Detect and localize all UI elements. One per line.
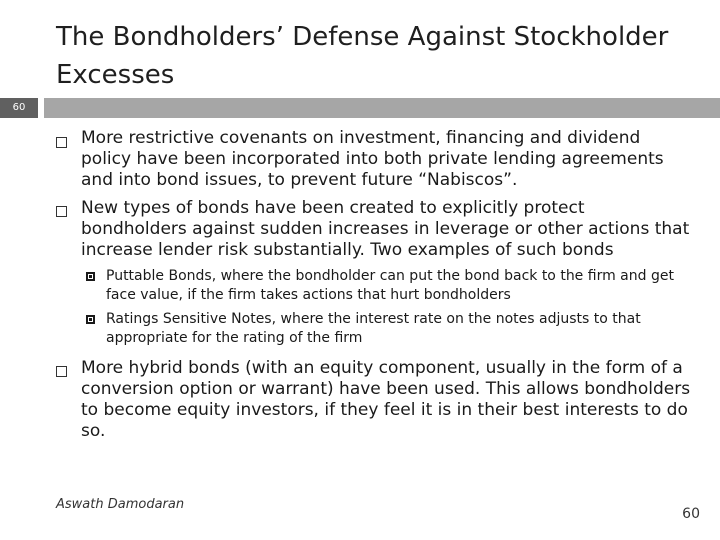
- sub-bullet-item: Puttable Bonds, where the bondholder can put the bond back to the firm and get face value, if the firm takes actions that hurt bondholders: [106, 268, 674, 303]
- footer-page-number: 60: [682, 506, 700, 522]
- square-bullet-icon: [56, 206, 67, 217]
- square-bullet-icon: [56, 137, 67, 148]
- title-bar: [0, 98, 720, 118]
- sub-bullet-item: Ratings Sensitive Notes, where the interest rate on the notes adjusts to that appropriate for the rating of the firm: [106, 311, 641, 346]
- slide-number-badge: 60: [0, 98, 38, 118]
- bullet-item: More hybrid bonds (with an equity component, usually in the form of a conversion option or warrant) have been used. This allows bondholders to become equity investors, if they feel it is in their best interests to do so.: [81, 358, 691, 441]
- title-bar-fill: [44, 98, 720, 118]
- square-bullet-icon: [56, 366, 67, 377]
- footer-author: Aswath Damodaran: [56, 497, 185, 512]
- bullet-item: New types of bonds have been created to explicitly protect bondholders against sudden increases in leverage or other actions that increase lender risk substantially. Two examples of such bonds: [81, 198, 690, 260]
- sub-bullet-icon: [86, 272, 95, 281]
- bullet-item: More restrictive covenants on investment, financing and dividend policy have been incorporated into both private lending agreements and into bond issues, to prevent future “Nabiscos”.: [81, 128, 664, 190]
- sub-bullet-icon: [86, 315, 95, 324]
- slide-title: The Bondholders’ Defense Against Stockholder Excesses: [56, 22, 669, 90]
